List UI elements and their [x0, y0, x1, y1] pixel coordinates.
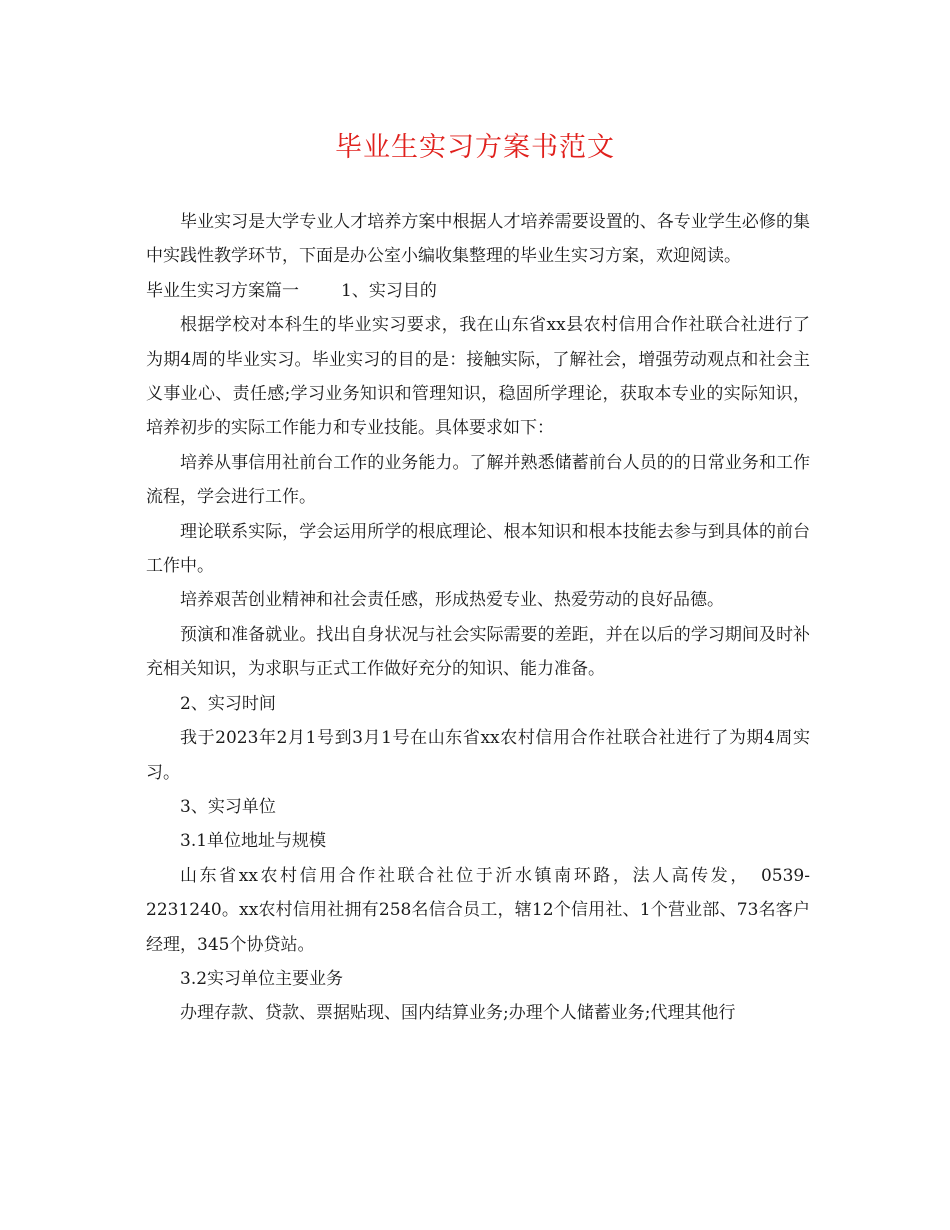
paragraph-ability: 培养从事信用社前台工作的业务能力。了解并熟悉储蓄前台人员的的日常业务和工作流程，学会进行工作。: [146, 452, 810, 508]
section1-heading: 1、实习目的: [341, 280, 437, 301]
section2-heading: 2、实习时间: [180, 693, 276, 714]
paragraph-address: 山东省xx农村信用合作社联合社位于沂水镇南环路，法人高传发， 0539-2231240。xx农村信用社拥有258名信合员工，辖12个信用社、1个营业部、73名客户经理，345个协贷站。: [146, 865, 810, 955]
paragraph-spirit: 培养艰苦创业精神和社会责任感，形成热爱专业、热爱劳动的良好品德。: [180, 590, 724, 611]
document-body: [146, 205, 810, 1031]
paragraph-business: 办理存款、贷款、票据贴现、国内结算业务;办理个人储蓄业务;代理其他行: [180, 1003, 736, 1024]
intro-paragraph: 毕业实习是大学专业人才培养方案中根据人才培养需要设置的、各专业学生必修的集中实践性教学环节，下面是办公室小编收集整理的毕业生实习方案，欢迎阅读。: [146, 212, 810, 267]
paragraph-employment: 预演和准备就业。找出自身状况与社会实际需要的差距，并在以后的学习期间及时补充相关知识，为求职与正式工作做好充分的知识、能力准备。: [146, 624, 810, 680]
section-label-line: [146, 274, 810, 308]
document-title: 毕业生实习方案书范文: [335, 132, 615, 163]
section-label: 毕业生实习方案篇一: [146, 280, 299, 301]
subsection31-heading: 3.1单位地址与规模: [180, 831, 327, 852]
subsection32-heading: 3.2实习单位主要业务: [180, 968, 344, 989]
paragraph-theory: 理论联系实际，学会运用所学的根底理论、根本知识和根本技能去参与到具体的前台工作中。: [146, 521, 810, 577]
paragraph-purpose: 根据学校对本科生的毕业实习要求，我在山东省xx县农村信用合作社联合社进行了为期4周的毕业实习。毕业实习的目的是：接触实际，了解社会，增强劳动观点和社会主义事业心、责任感;学习业务知识和管理知识，稳固所学理论，获取本专业的实际知识，培养初步的实际工作能力和专业技能。具体要求如下：: [146, 315, 810, 439]
paragraph-time: 我于2023年2月1号到3月1号在山东省xx农村信用合作社联合社进行了为期4周实习。: [146, 728, 810, 783]
section3-heading: 3、实习单位: [180, 796, 276, 817]
